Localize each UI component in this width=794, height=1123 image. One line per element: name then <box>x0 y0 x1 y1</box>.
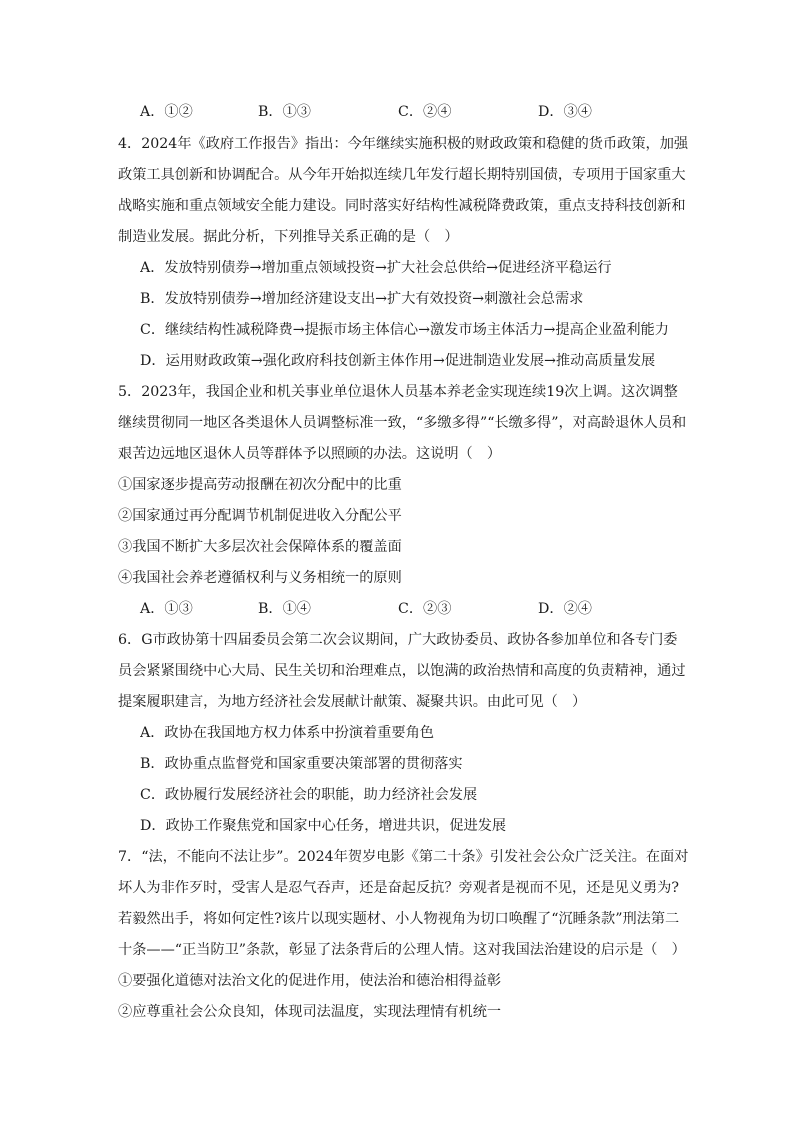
question-5-answer-b: B．①④ <box>258 601 311 617</box>
answer-option-a: A．①② <box>140 104 193 120</box>
question-5-stem-line: 继续贯彻同一地区各类退休人员调整标准一致，“多缴多得”“长缴多得”，对高龄退休人员和 <box>118 415 687 431</box>
question-6-stem-line: 员会紧紧围绕中心大局、民生关切和治理难点，以饱满的政治热情和高度的负责精神，通过 <box>118 663 686 679</box>
question-4-stem-line: 4．2024年《政府工作报告》指出：今年继续实施积极的财政政策和稳健的货币政策，加强 <box>118 136 688 152</box>
question-5-stem-line: 艰苦边远地区退休人员等群体予以照顾的办法。这说明（ ） <box>118 446 502 462</box>
question-6-stem-line: 提案履职建言，为地方经济社会发展献计献策、凝聚共识。由此可见（ ） <box>118 694 587 710</box>
question-5-stem-line: 5．2023年，我国企业和机关事业单位退休人员基本养老金实现连续19次上调。这次调整 <box>118 384 678 400</box>
question-4-option-d: D．运用财政政策→强化政府科技创新主体作用→促进制造业发展→推动高质量发展 <box>140 353 656 369</box>
question-7-stem-line: 坏人为非作歹时，受害人是忍气吞声，还是奋起反抗？旁观者是视而不见，还是见义勇为? <box>118 880 679 896</box>
question-4-stem-line: 战略实施和重点领域安全能力建设。同时落实好结构性减税降费政策，重点支持科技创新和 <box>118 198 686 214</box>
question-7-statement-1: ①要强化道德对法治文化的促进作用，使法治和德治相得益彰 <box>118 973 502 989</box>
question-5-answer-c: C．②③ <box>398 601 452 617</box>
question-5-statement-2: ②国家通过再分配调节机制促进收入分配公平 <box>118 508 402 524</box>
question-4-stem-line: 制造业发展。据此分析，下列推导关系正确的是（ ） <box>118 229 459 245</box>
question-5-statement-3: ③我国不断扩大多层次社会保障体系的覆盖面 <box>118 539 402 555</box>
question-7-stem-line: 若毅然出手，将如何定性?该片以现实题材、小人物视角为切口唤醒了“沉睡条款”刑法第二 <box>118 911 680 927</box>
question-4-stem-line: 政策工具创新和协调配合。从今年开始拟连续几年发行超长期特别国债，专项用于国家重大 <box>118 167 686 183</box>
question-6-option-d: D．政协工作聚焦党和国家中心任务，增进共识，促进发展 <box>140 818 507 834</box>
question-6-option-a: A．政协在我国地方权力体系中扮演着重要角色 <box>140 725 434 741</box>
question-5-statement-1: ①国家逐步提高劳动报酬在初次分配中的比重 <box>118 477 402 493</box>
question-6-stem-line: 6．G市政协第十四届委员会第二次会议期间，广大政协委员、政协各参加单位和各专门委 <box>118 632 678 648</box>
question-6-option-b: B．政协重点监督党和国家重要决策部署的贯彻落实 <box>140 756 463 772</box>
question-7-stem-line: 十条——“正当防卫”条款，彰显了法条背后的公理人情。这对我国法治建设的启示是（ ） <box>118 942 686 958</box>
question-5-statement-4: ④我国社会养老遵循权利与义务相统一的原则 <box>118 570 402 586</box>
question-5-answer-d: D．②④ <box>538 601 592 617</box>
question-4-option-c: C．继续结构性减税降费→提振市场主体信心→激发市场主体活力→提高企业盈利能力 <box>140 322 669 338</box>
answer-option-d: D．③④ <box>538 104 592 120</box>
answer-option-c: C．②④ <box>398 104 452 120</box>
question-7-statement-2: ②应尊重社会公众良知，体现司法温度，实现法理情有机统一 <box>118 1004 502 1020</box>
question-5-answer-a: A．①③ <box>140 601 193 617</box>
question-7-stem-line: 7．“法，不能向不法让步”。2024年贺岁电影《第二十条》引发社会公众广泛关注。在面对 <box>118 849 688 865</box>
question-4-option-b: B．发放特别债券→增加经济建设支出→扩大有效投资→刺激社会总需求 <box>140 291 584 307</box>
question-4-option-a: A．发放特别债券→增加重点领域投资→扩大社会总供给→促进经济平稳运行 <box>140 260 612 276</box>
question-6-option-c: C．政协履行发展经济社会的职能，助力经济社会发展 <box>140 787 478 803</box>
answer-option-b: B．①③ <box>258 104 311 120</box>
